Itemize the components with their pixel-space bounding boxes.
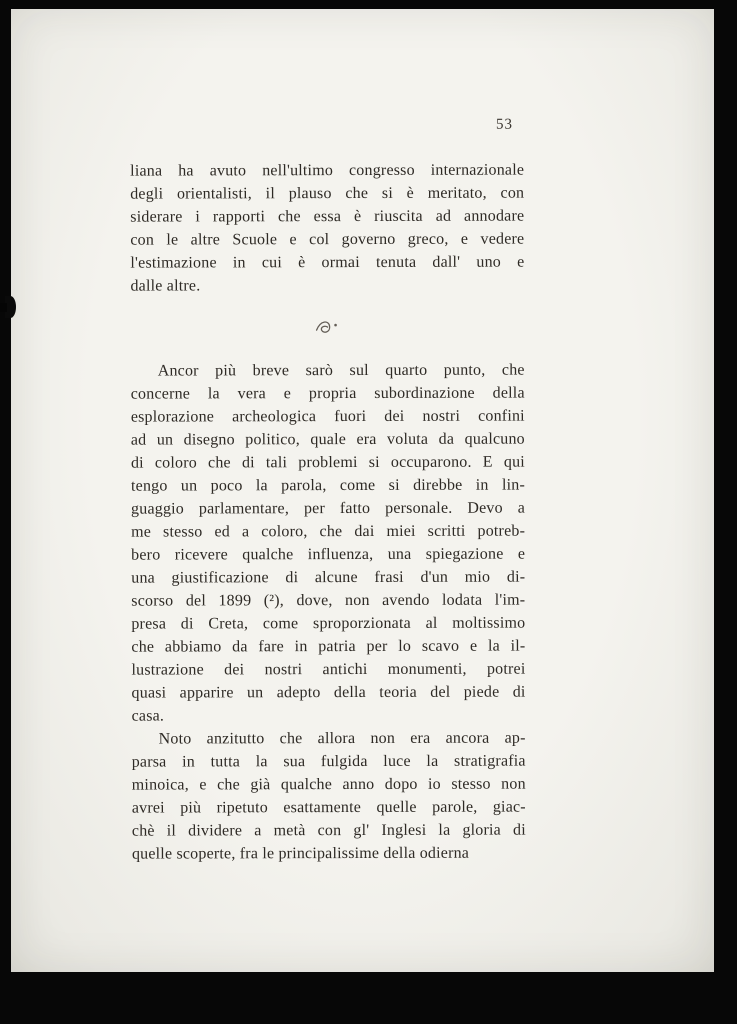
text-line: casa.: [131, 707, 165, 725]
text-line: dalle altre.: [130, 277, 201, 295]
text-line: di coloro che di tali problemi si occuparono. E qui: [130, 453, 525, 472]
text-block: [130, 159, 526, 866]
text-line: che abbiamo da fare in patria per lo scavo e la il-: [131, 637, 526, 656]
text-line: l'estimazione in cui è ormai tenuta dall' uno e: [130, 253, 525, 272]
text-line: degli orientalisti, il plauso che si è meritato, con: [130, 184, 525, 203]
text-line: ad un disegno politico, quale era voluta da qualcuno: [130, 430, 525, 449]
text-line: bero ricevere qualche influenza, una spiegazione e: [131, 545, 526, 564]
text-line: minoica, e che già qualche anno dopo io stesso non: [131, 775, 526, 794]
text-line: quasi apparire un adepto della teoria del piede di: [131, 683, 526, 702]
text-line: una giustificazione di alcune frasi d'un mio di-: [131, 568, 526, 587]
text-line: chè il dividere a metà con gl' Inglesi la gloria di: [131, 821, 526, 840]
text-line: con le altre Scuole e col governo greco, e vedere: [130, 230, 525, 249]
text-line: Ancor più breve sarò sul quarto punto, che: [157, 361, 525, 380]
text-line: me stesso ed a coloro, che dai miei scritti potreb-: [131, 522, 526, 541]
text-line: liana ha avuto nell'ultimo congresso internazionale: [130, 161, 525, 180]
text-line: esplorazione archeologica fuori dei nostri confini: [130, 407, 525, 426]
text-line: presa di Creta, come sproporzionata al moltissimo: [131, 614, 526, 633]
scanned-page: [11, 9, 714, 972]
text-line: quelle scoperte, fra le principalissime della odierna: [131, 844, 470, 863]
text-line: parsa in tutta la sua fulgida luce la stratigrafia: [131, 752, 526, 771]
text-line: guaggio parlamentare, per fatto personale. Devo a: [131, 499, 526, 518]
text-line: Noto anzitutto che allora non era ancora ap-: [158, 729, 526, 748]
main-paragraph-group: [131, 359, 526, 866]
text-line: siderare i rapporti che essa è riuscita ad annodare: [130, 207, 525, 226]
text-line: concerne la vera e propria subordinazione della: [130, 384, 525, 403]
page-content: [10, 8, 716, 973]
text-line: tengo un poco la parola, come si direbbe in lin-: [130, 476, 526, 495]
text-line: lustrazione dei nostri antichi monumenti, potrei: [131, 660, 526, 679]
scan-artifact-mark: [0, 303, 7, 312]
text-line: scorso del 1899 (²), dove, non avendo lodata l'im-: [131, 591, 526, 610]
section-divider-ornament: [131, 317, 525, 340]
fleuron-icon: [313, 317, 343, 337]
paragraph: [132, 727, 526, 866]
paragraph: [131, 359, 526, 728]
opening-paragraph-group: [130, 159, 524, 298]
text-line: avrei più ripetuto esattamente quelle parole, giac-: [131, 798, 526, 817]
page-number: 53: [496, 116, 514, 133]
paragraph: [130, 159, 524, 298]
